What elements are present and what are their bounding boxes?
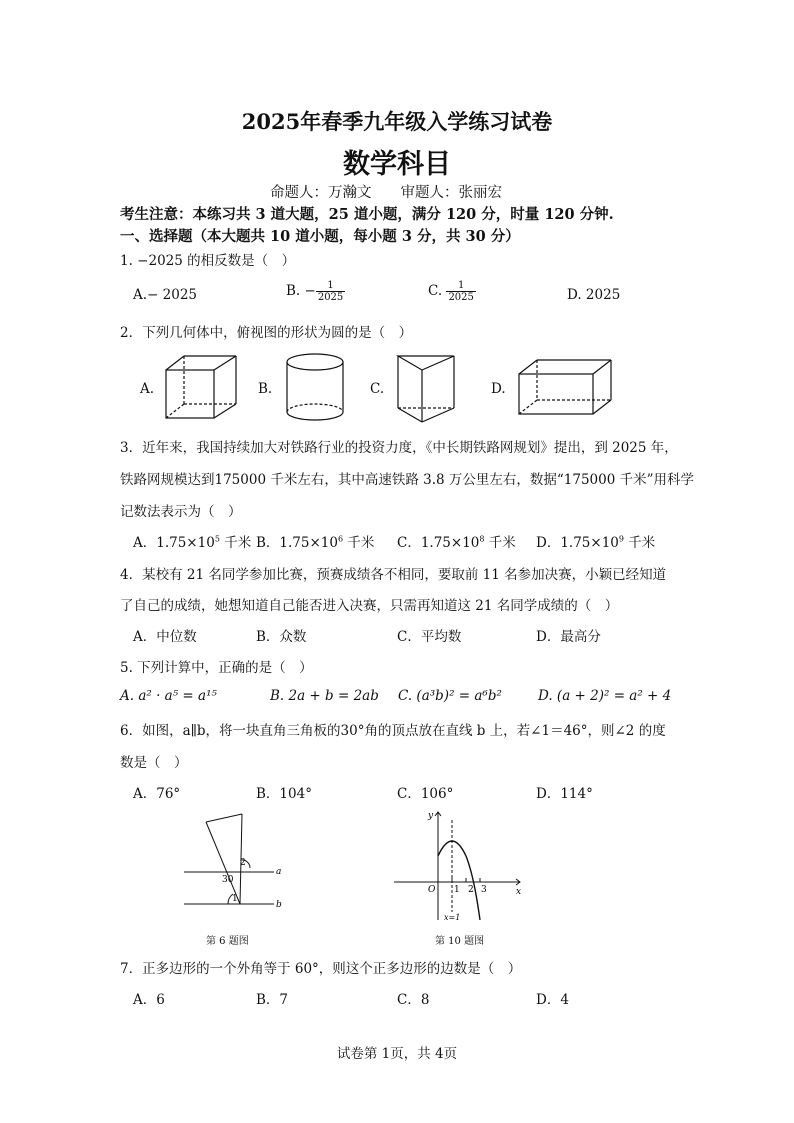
q4-option-d: D．最高分 <box>536 629 601 645</box>
cuboid-figure <box>515 356 615 418</box>
cylinder-figure <box>283 350 347 426</box>
exam-title: 2025年春季九年级入学练习试卷 <box>241 109 553 134</box>
fig6-label-b: b <box>276 900 282 910</box>
notice-line: 考生注意：本练习共 3 道大题，25 道小题，满分 120 分，时量 120 分钟. <box>120 206 614 223</box>
q2-option-a: A. <box>140 381 155 397</box>
q6-figure <box>178 812 288 916</box>
fig10-label-y: y <box>428 811 434 821</box>
q3-line-3: 记数法表示为（ ） <box>120 504 242 520</box>
q6-option-c: C．106° <box>397 786 454 802</box>
prism-figure <box>394 350 460 426</box>
fig6-label-a: a <box>276 867 282 877</box>
q4-option-b: B．众数 <box>256 629 307 645</box>
fig10-tick-3: 3 <box>481 885 487 895</box>
q6-option-d: D．114° <box>536 786 593 802</box>
q3-option-a: A．$1.75\times 10^5$ 千米 <box>133 534 252 551</box>
q4-option-c: C．平均数 <box>397 629 462 645</box>
q6-line-2: 数是（ ） <box>120 755 188 771</box>
q5-option-d: D. (a + 2)² = a² + 4 <box>538 688 672 704</box>
fig10-tick-1: 1 <box>454 885 460 895</box>
fig10-label-o: O <box>428 885 436 895</box>
q6-line-1: 6．如图，a∥b，将一块直角三角板的30°角的顶点放在直线 b 上，若∠1＝46°，则∠2 的度 <box>120 723 666 739</box>
q1-option-b: B. − $\frac{1}{2025}$ <box>286 280 344 303</box>
q3-line-1: 3．近年来，我国持续加大对铁路行业的投资力度，《中长期铁路网规划》提出，到 2025 年， <box>120 440 678 456</box>
q3-line-2: 铁路网规模达到175000 千米左右，其中高速铁路 3.8 万公里左右，数据“175000 千米”用科学 <box>120 472 695 488</box>
fig6-label-2: 2 <box>240 858 246 868</box>
q3-option-d: D．$1.75\times 10^9$ 千米 <box>536 534 656 551</box>
q4-line-2: 了自己的成绩，她想知道自己能否进入决赛，只需再知道这 21 名同学成绩的（ ） <box>120 598 619 614</box>
fig6-caption: 第 6 题图 <box>206 936 249 947</box>
fig10-tick-2: 2 <box>468 885 474 895</box>
q5-option-a: A. a² · a⁵ = a¹⁵ <box>120 688 217 704</box>
fig10-label-x: x <box>516 887 522 897</box>
q2-option-b: B. <box>258 381 273 397</box>
q7-option-b: B．7 <box>256 992 289 1008</box>
q10-graph <box>392 808 528 926</box>
q1-option-a: A.− 2025 <box>133 287 197 303</box>
cube-figure <box>162 352 242 422</box>
q7-option-c: C．8 <box>397 992 430 1008</box>
q5-option-b: B. 2a + b = 2ab <box>270 688 379 704</box>
q1-option-d: D. 2025 <box>567 287 621 303</box>
authors-line: 命题人：万瀚文 审题人：张丽宏 <box>270 185 502 201</box>
q7-stem: 7．正多边形的一个外角等于 60°，则这个正多边形的边数是（ ） <box>120 961 522 977</box>
q6-option-a: A．76° <box>133 786 181 802</box>
fig6-label-1: 1 <box>232 894 238 904</box>
subject-title: 数学科目 <box>343 149 451 180</box>
q6-option-b: B．104° <box>256 786 312 802</box>
fig10-axis-label: x=1 <box>444 913 461 922</box>
page-footer: 试卷第 1页，共 4页 <box>336 1046 458 1062</box>
fig6-label-30: 30 <box>222 875 234 885</box>
q3-option-b: B．$1.75\times 10^6$ 千米 <box>256 534 375 551</box>
q2-option-c: C. <box>370 381 385 397</box>
q4-option-a: A．中位数 <box>133 629 197 645</box>
q2-stem: 2．下列几何体中，俯视图的形状为圆的是（ ） <box>120 325 413 341</box>
q1-stem: 1. −2025 的相反数是（ ） <box>120 253 296 269</box>
q3-option-c: C．$1.75\times 10^8$ 千米 <box>397 534 516 551</box>
q7-option-d: D．4 <box>536 992 569 1008</box>
q2-option-d: D. <box>491 381 506 397</box>
q5-stem: 5. 下列计算中，正确的是（ ） <box>120 660 313 676</box>
q7-option-a: A．6 <box>133 992 165 1008</box>
q5-option-c: C. (a³b)² = a⁶b² <box>398 688 502 704</box>
section-heading: 一、选择题（本大题共 10 道小题，每小题 3 分，共 30 分） <box>120 228 520 245</box>
q4-line-1: 4．某校有 21 名同学参加比赛，预赛成绩各不相同，要取前 11 名参加决赛，小颖已经知道 <box>120 567 667 583</box>
fig10-caption: 第 10 题图 <box>435 936 485 947</box>
q1-option-c: C. $\frac{1}{2025}$ <box>428 280 474 303</box>
